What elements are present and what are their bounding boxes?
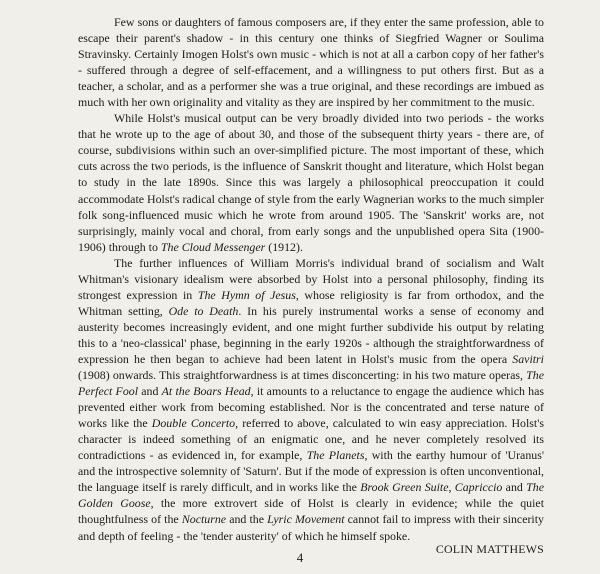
italic-title: The Planets	[306, 448, 365, 463]
paragraph-1	[78, 14, 544, 110]
italic-title: Lyric Movement	[267, 512, 345, 527]
italic-title: The Golden Goose	[78, 480, 544, 511]
italic-title: Double Concerto	[151, 416, 236, 431]
text-run: , whose religiosity is far from orthodox, and the Whitman setting,	[78, 287, 544, 318]
italic-title: The Cloud Messenger	[160, 239, 266, 254]
text-run: The further influences of William Morris's individual brand of socialism and Walt Whitman's visionary idealism were absorbed by Holst into a personal philosophy, finding its strongest expression in	[78, 255, 544, 302]
text-run: Few sons or daughters of famous composers are, if they enter the same profession, able to escape their parent's shadow - in this century one thinks of Siegfried Wagner or Soulima Stravinsky. Certainly Imogen Holst's own music - which is not at all a carbon copy of her father's - suffered through a degree of self-effacement, and a willingness to put others first. But as a teacher, a scholar, and as a performer she was a true original, and these recordings are imbued as much with her own originality and vitality as they are inspired by her commitment to the music.	[78, 15, 544, 110]
italic-title: Nocturne	[181, 512, 227, 527]
italic-title: Brook Green Suite	[360, 480, 449, 495]
text-run: , with the earthy humour of 'Uranus' and the introspective solemnity of 'Saturn'. But if the mode of expression is often unconventional, the language itself is rarely difficult, and in works like the	[78, 448, 544, 495]
text-run: While Holst's musical output can be very broadly divided into two periods - the works that he wrote up to the age of about 30, and those of the subsequent thirty years - there are, of course, subdivisions within such an over-simplified picture. The most important of these, which cuts across the two periods, is the influence of Sanskrit thought and literature, which Holst began to study in the late 1890s. Since this was largely a philosophical preoccupation it could accommodate Holst's radical change of style from the early Wagnerian works to the much simpler folk song-influenced music which he wrote from around 1905. The 'Sanskrit' works are, not surprisingly, mainly vocal and choral, from early songs and the unpublished opera Sita (1900-1906) through to	[78, 111, 544, 254]
text-run: and	[138, 384, 162, 399]
paragraph-3	[78, 255, 544, 544]
italic-title: At the Boars Head	[161, 384, 251, 399]
text-run: (1912).	[265, 239, 303, 254]
italic-title: Capriccio	[454, 480, 503, 495]
text-run: (1908) onwards. This straightforwardness is at times disconcerting: in his two mature operas,	[78, 368, 527, 383]
italic-title: The Hymn of Jesus	[197, 287, 296, 302]
text-run: . In his purely instrumental works a sense of economy and austerity becomes increasingly evident, and one might further subdivide his output by relating this to a 'neo-classical' phase, beginning in the early 1920s - although the straightforwardness of expression he then began to achieve had been latent in Holst's music from the opera	[78, 303, 544, 366]
text-run: , it amounts to a reluctance to engage the audience which has prevented either work from becoming established. Nor is the concentrated and terse nature of works like the	[78, 384, 544, 431]
paragraph-2	[78, 110, 544, 254]
italic-title: Savitri	[512, 351, 544, 366]
text-run: , the more extrovert side of Holst is clearly in evidence; while the quiet thoughtfulness of the	[78, 496, 544, 527]
text-run: cannot fail to impress with their sincerity and depth of feeling - the 'tender austerity' of which he himself spoke.	[78, 512, 544, 543]
essay-body	[78, 14, 544, 544]
italic-title: The Perfect Fool	[78, 368, 544, 399]
text-run: , referred to above, calculated to win easy appreciation. Holst's character is indeed something of an enigmatic one, and he never completely resolved its contradictions - as evidenced in, for example,	[78, 416, 545, 463]
page-number: 4	[296, 550, 304, 565]
italic-title: Ode to Death	[168, 303, 239, 318]
author-signature: COLIN MATTHEWS	[435, 542, 544, 556]
text-run: and the	[226, 512, 268, 527]
text-run: ,	[448, 480, 455, 495]
text-run: and	[502, 480, 527, 495]
